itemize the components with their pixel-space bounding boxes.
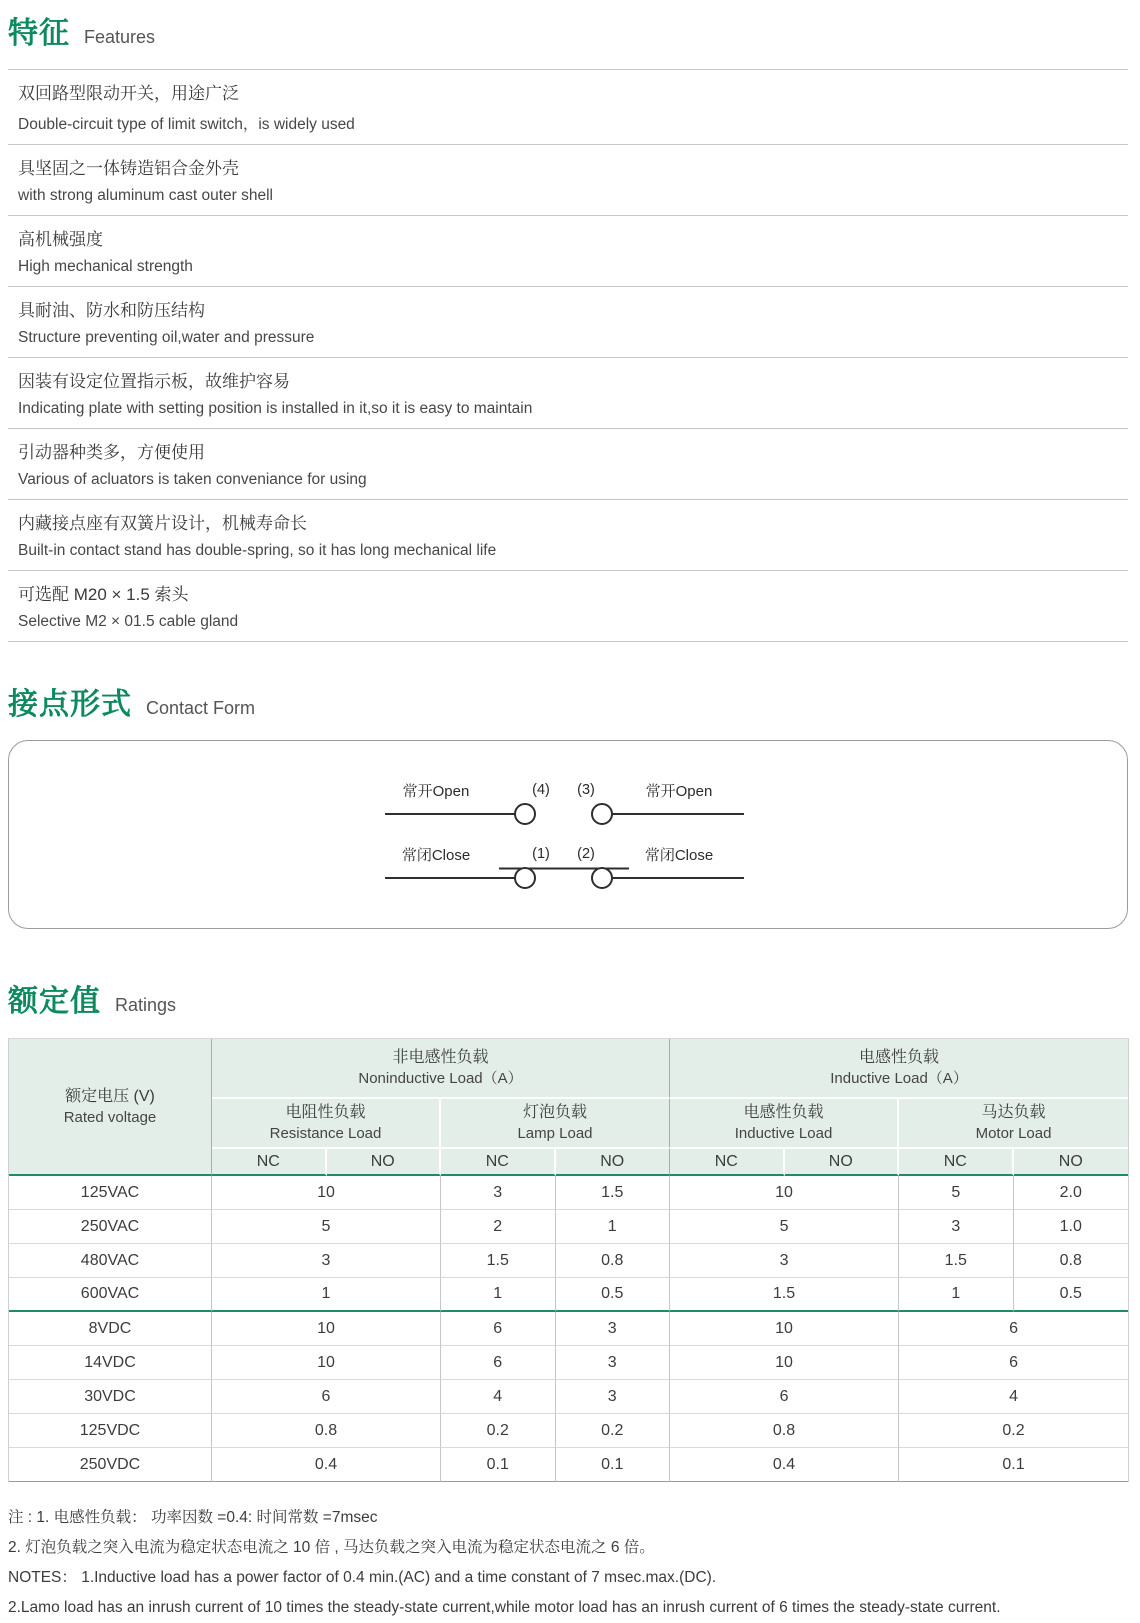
terminal-2-label: (2)	[577, 846, 595, 862]
rating-cell: 1.5	[899, 1244, 1014, 1278]
rating-cell: 10	[212, 1176, 441, 1210]
feature-zh: 高机械强度	[18, 230, 103, 249]
ratings-section	[8, 976, 1128, 1482]
feature-item	[8, 428, 1128, 499]
terminal-4-circle	[515, 804, 535, 824]
table-row	[9, 1210, 1128, 1244]
feature-zh: 内藏接点座有双簧片设计，机械寿命长	[18, 514, 307, 533]
feature-item	[8, 357, 1128, 428]
contact-form-title-en: Contact Form	[146, 698, 256, 718]
rating-cell: 0.4	[670, 1448, 899, 1482]
contact-form-section	[8, 679, 1128, 929]
motor-load-header	[899, 1099, 1128, 1149]
feature-en: Selective M2 × 01.5 cable gland	[18, 613, 239, 630]
voltage-cell: 480VAC	[9, 1244, 212, 1278]
table-row	[9, 1176, 1128, 1210]
rating-cell: 1.5	[670, 1278, 899, 1312]
note-line-1: 注 : 1. 电感性负载： 功率因数 =0.4: 时间常数 =7msec	[8, 1509, 378, 1526]
feature-en: Structure preventing oil,water and pressure	[18, 329, 315, 346]
sub-header-en: Lamp Load	[517, 1125, 593, 1142]
rating-cell: 0.2	[556, 1414, 671, 1448]
ratings-title-en: Ratings	[115, 995, 177, 1015]
sub-header-en: Resistance Load	[269, 1125, 382, 1142]
no-header: NO	[327, 1149, 442, 1176]
voltage-cell: 125VDC	[9, 1414, 212, 1448]
rating-cell: 6	[441, 1312, 556, 1346]
voltage-cell: 14VDC	[9, 1346, 212, 1380]
nc-header: NC	[441, 1149, 556, 1176]
contact-diagram	[9, 741, 1126, 927]
voltage-header-zh: 额定电压 (V)	[65, 1087, 155, 1105]
rating-cell: 4	[899, 1380, 1128, 1414]
open-label-right: 常开Open	[645, 783, 713, 800]
rating-cell: 6	[670, 1380, 899, 1414]
rating-cell: 1	[556, 1210, 671, 1244]
contact-diagram-box	[8, 740, 1128, 929]
rating-cell: 0.2	[441, 1414, 556, 1448]
voltage-cell: 600VAC	[9, 1278, 212, 1312]
terminal-4-label: (4)	[532, 782, 550, 798]
rating-cell: 6	[899, 1312, 1128, 1346]
contact-form-title-zh: 接点形式	[8, 688, 132, 721]
voltage-cell: 8VDC	[9, 1312, 212, 1346]
feature-zh: 具坚固之一体铸造铝合金外壳	[18, 159, 239, 178]
terminal-3-label: (3)	[577, 782, 595, 798]
voltage-header-cell	[9, 1039, 212, 1176]
rating-cell: 10	[670, 1176, 899, 1210]
rating-cell: 3	[212, 1244, 441, 1278]
terminal-3-circle	[592, 804, 612, 824]
noninductive-group-header	[212, 1039, 670, 1099]
terminal-1-label: (1)	[532, 846, 550, 862]
terminal-2-circle	[592, 868, 612, 888]
voltage-header-en: Rated voltage	[63, 1108, 157, 1126]
sub-header-zh: 电阻性负载	[285, 1104, 366, 1121]
group-header-en: Inductive Load（A）	[830, 1070, 968, 1087]
feature-item	[8, 286, 1128, 357]
feature-item	[8, 215, 1128, 286]
features-title-zh: 特征	[8, 17, 70, 50]
nc-header: NC	[899, 1149, 1014, 1176]
feature-zh: 具耐油、防水和防压结构	[18, 301, 205, 320]
sub-header-zh: 灯泡负载	[523, 1104, 588, 1121]
rating-cell: 0.8	[556, 1244, 671, 1278]
table-row	[9, 1380, 1128, 1414]
rating-cell: 1.5	[556, 1176, 671, 1210]
rating-cell: 0.4	[212, 1448, 441, 1482]
no-header: NO	[785, 1149, 900, 1176]
feature-item	[8, 570, 1128, 642]
rating-cell: 5	[670, 1210, 899, 1244]
rating-cell: 3	[670, 1244, 899, 1278]
features-section	[8, 8, 1128, 642]
sub-header-en: Motor Load	[975, 1125, 1052, 1142]
rating-cell: 5	[899, 1176, 1014, 1210]
note-line-4: 2.Lamo load has an inrush current of 10 times the steady-state current,while motor load has an inrush current of 6 times the steady-state current.	[8, 1599, 1001, 1616]
rating-cell: 3	[441, 1176, 556, 1210]
nc-header: NC	[212, 1149, 327, 1176]
rating-cell: 4	[441, 1380, 556, 1414]
feature-en: Indicating plate with setting position is installed in it,so it is easy to maintain	[18, 400, 533, 417]
sub-header-zh: 电感性负载	[743, 1104, 824, 1121]
rating-cell: 10	[670, 1346, 899, 1380]
voltage-cell: 250VDC	[9, 1448, 212, 1482]
inductive-group-header	[670, 1039, 1128, 1099]
close-label-right: 常闭Close	[644, 847, 714, 864]
rating-cell: 3	[556, 1312, 671, 1346]
rating-cell: 10	[212, 1346, 441, 1380]
feature-zh: 可选配 M20 × 1.5 索头	[18, 585, 189, 604]
table-row	[9, 1346, 1128, 1380]
rating-cell: 0.8	[670, 1414, 899, 1448]
feature-item	[8, 499, 1128, 570]
group-header-zh: 电感性负载	[859, 1049, 940, 1066]
table-row	[9, 1448, 1128, 1482]
feature-zh: 引动器种类多，方便使用	[18, 443, 205, 462]
close-label-left: 常闭Close	[401, 847, 471, 864]
rating-cell: 1	[899, 1278, 1014, 1312]
voltage-cell: 250VAC	[9, 1210, 212, 1244]
rating-cell: 0.1	[899, 1448, 1128, 1482]
inductive-load-header	[670, 1099, 899, 1149]
note-line-2: 2. 灯泡负载之突入电流为稳定状态电流之 10 倍 , 马达负载之突入电流为稳定状态电流之 6 倍。	[8, 1539, 655, 1556]
rating-cell: 2	[441, 1210, 556, 1244]
lamp-load-header	[441, 1099, 670, 1149]
feature-en: Double-circuit type of limit switch，is widely used	[18, 116, 355, 133]
features-list	[8, 69, 1128, 642]
terminal-1-circle	[515, 868, 535, 888]
voltage-cell: 30VDC	[9, 1380, 212, 1414]
rating-cell: 1.5	[441, 1244, 556, 1278]
feature-en: with strong aluminum cast outer shell	[18, 187, 274, 204]
ratings-table	[8, 1038, 1129, 1482]
sub-header-zh: 马达负载	[981, 1104, 1046, 1121]
ratings-title	[8, 976, 1128, 1020]
rating-cell: 2.0	[1014, 1176, 1129, 1210]
feature-en: Various of acluators is taken conveniance for using	[18, 471, 367, 488]
group-header-en: Noninductive Load（A）	[358, 1070, 523, 1087]
rating-cell: 0.1	[556, 1448, 671, 1482]
rating-cell: 0.1	[441, 1448, 556, 1482]
voltage-cell: 125VAC	[9, 1176, 212, 1210]
rating-cell: 0.2	[899, 1414, 1128, 1448]
feature-item	[8, 69, 1128, 144]
rating-cell: 3	[556, 1380, 671, 1414]
table-row	[9, 1312, 1128, 1346]
rating-cell: 10	[212, 1312, 441, 1346]
rating-cell: 1.0	[1014, 1210, 1129, 1244]
rating-cell: 6	[899, 1346, 1128, 1380]
resistance-load-header	[212, 1099, 441, 1149]
rating-cell: 10	[670, 1312, 899, 1346]
rating-cell: 1	[212, 1278, 441, 1312]
note-line-3: NOTES： 1.Inductive load has a power factor of 0.4 min.(AC) and a time constant of 7 msec.max.(DC).	[8, 1569, 717, 1586]
notes	[8, 1503, 1128, 1623]
feature-zh: 双回路型限动开关，用途广泛	[18, 84, 239, 103]
nc-header: NC	[670, 1149, 785, 1176]
rating-cell: 0.5	[556, 1278, 671, 1312]
rating-cell: 3	[556, 1346, 671, 1380]
rating-cell: 0.8	[212, 1414, 441, 1448]
feature-en: Built-in contact stand has double-spring, so it has long mechanical life	[18, 542, 497, 559]
feature-item	[8, 144, 1128, 215]
features-title	[8, 8, 1128, 52]
table-row	[9, 1244, 1128, 1278]
table-row	[9, 1414, 1128, 1448]
rating-cell: 3	[899, 1210, 1014, 1244]
contact-form-title	[8, 679, 1128, 723]
rating-cell: 0.5	[1014, 1278, 1129, 1312]
rating-cell: 0.8	[1014, 1244, 1129, 1278]
rating-cell: 6	[441, 1346, 556, 1380]
rating-cell: 5	[212, 1210, 441, 1244]
group-header-zh: 非电感性负载	[392, 1049, 489, 1066]
sub-header-en: Inductive Load	[734, 1125, 833, 1142]
features-title-en: Features	[84, 27, 156, 47]
rating-cell: 6	[212, 1380, 441, 1414]
no-header: NO	[556, 1149, 671, 1176]
rating-cell: 1	[441, 1278, 556, 1312]
table-row	[9, 1278, 1128, 1312]
no-header: NO	[1014, 1149, 1129, 1176]
open-label-left: 常开Open	[402, 783, 470, 800]
feature-zh: 因装有设定位置指示板，故维护容易	[18, 372, 290, 391]
feature-en: High mechanical strength	[18, 258, 193, 275]
ratings-title-zh: 额定值	[8, 985, 101, 1018]
